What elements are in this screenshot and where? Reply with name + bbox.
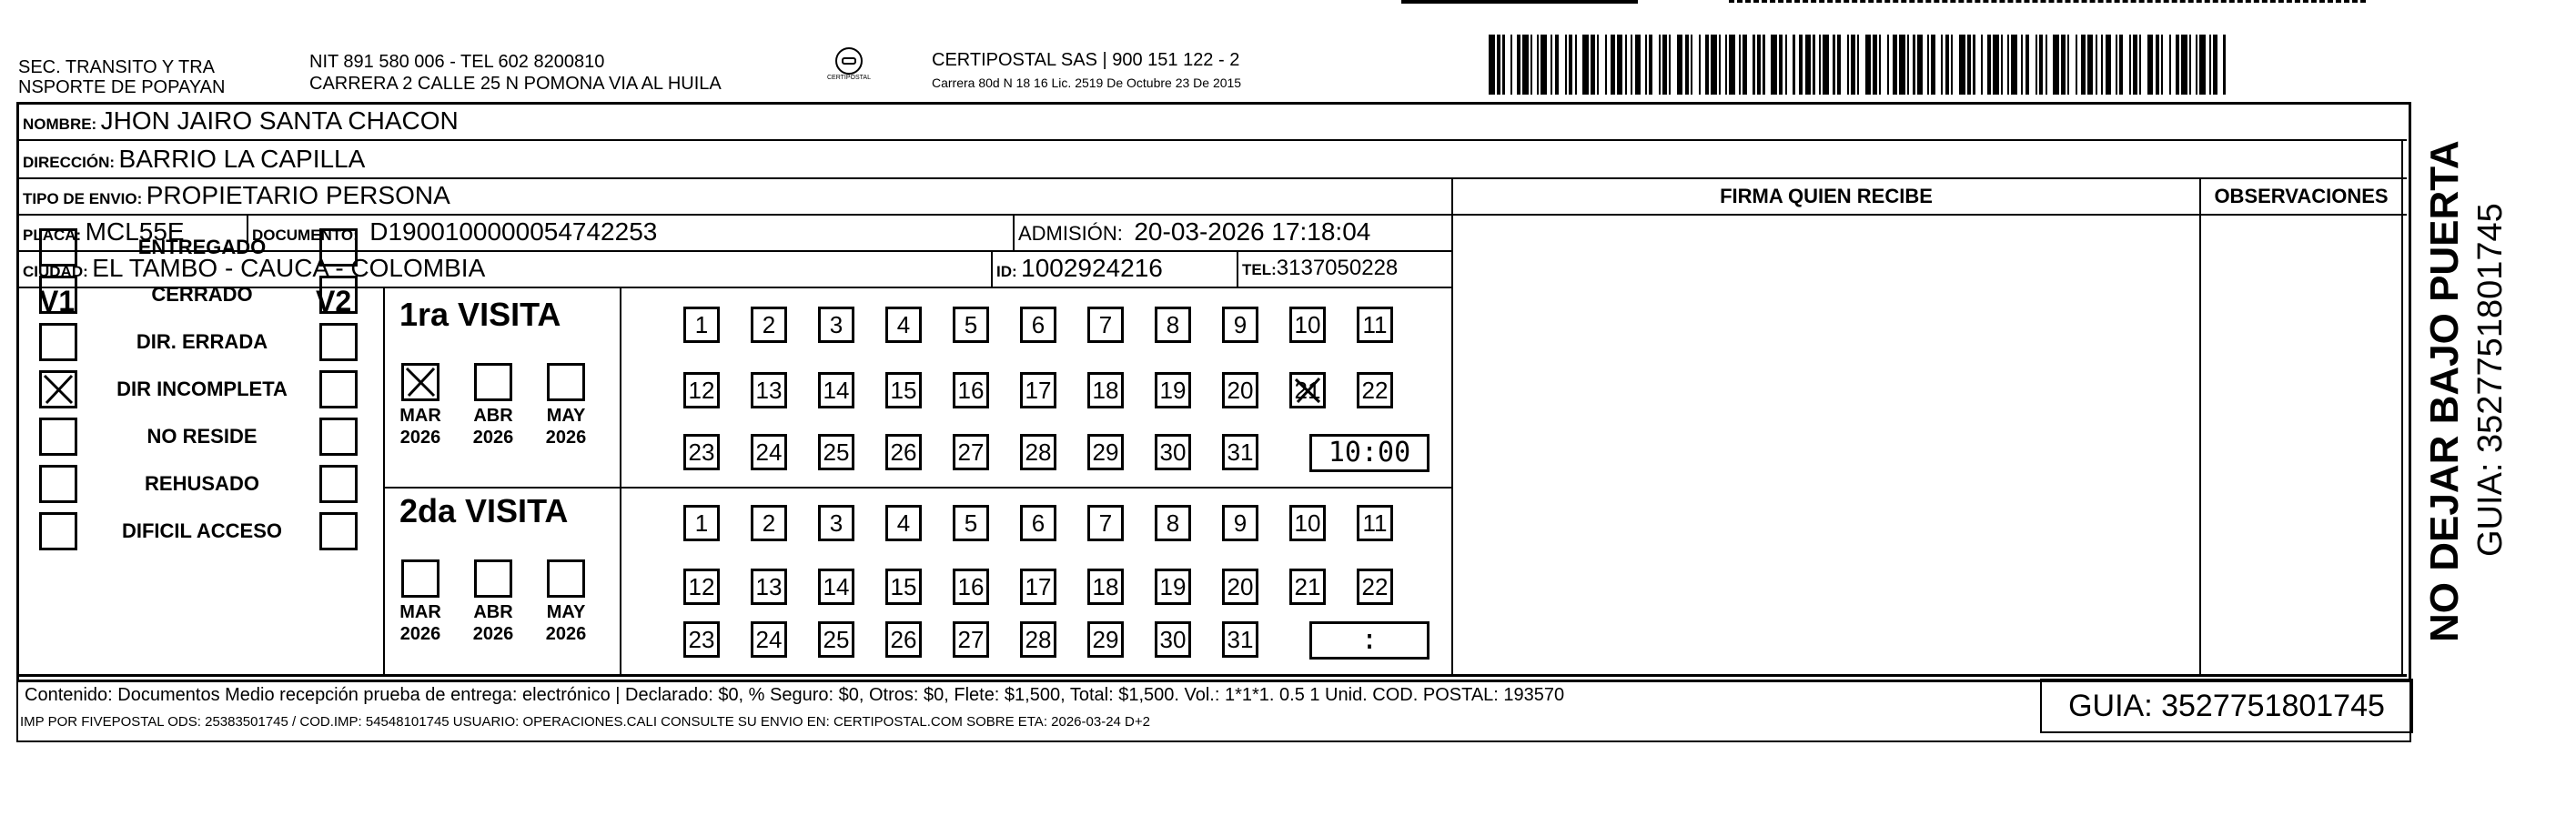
tel-cell xyxy=(1242,254,1398,286)
barcode-bar xyxy=(1517,35,1520,95)
day-box[interactable]: 22 xyxy=(1357,569,1393,605)
barcode-bar xyxy=(1611,35,1614,95)
barcode-bar xyxy=(1893,35,1896,95)
day-box[interactable]: 11 xyxy=(1357,307,1393,343)
day-box[interactable]: 1 xyxy=(683,307,720,343)
nit-line: NIT 891 580 006 - TEL 602 8200810 xyxy=(309,52,605,72)
barcode-bar xyxy=(1823,35,1829,95)
day-box[interactable]: 21 xyxy=(1289,372,1326,408)
barcode-bar xyxy=(1729,35,1735,95)
barcode-bar xyxy=(2087,35,2094,95)
barcode-bar xyxy=(2039,35,2043,95)
day-box[interactable]: 12 xyxy=(683,372,720,408)
barcode-bar xyxy=(1941,35,1943,95)
barcode-bar xyxy=(1967,35,1971,95)
month-label: ABR xyxy=(473,406,513,426)
barcode-bar xyxy=(1959,35,1965,95)
barcode-bar xyxy=(1582,35,1589,95)
direccion-label: DIRECCIÓN: xyxy=(23,154,116,171)
status-v2-checkbox[interactable] xyxy=(319,512,358,550)
barcode-bar xyxy=(1753,35,1754,95)
day-box[interactable]: 5 xyxy=(953,505,989,541)
day-box[interactable]: 7 xyxy=(1087,307,1124,343)
barcode-bar xyxy=(1981,35,1983,95)
barcode-bar xyxy=(1763,35,1764,95)
barcode-bar xyxy=(1837,35,1841,95)
day-box[interactable]: 22 xyxy=(1357,372,1393,408)
month-checkbox[interactable] xyxy=(547,559,585,598)
barcode-bar xyxy=(1739,35,1741,95)
barcode-bar xyxy=(2076,35,2077,95)
barcode-bar xyxy=(2223,35,2225,95)
status-label: CERRADO xyxy=(151,283,253,306)
day-box[interactable]: 26 xyxy=(885,621,922,658)
time-box[interactable]: 10:00 xyxy=(1309,434,1429,472)
barcode-bar xyxy=(1551,35,1552,95)
barcode-bar xyxy=(1851,35,1854,95)
day-box[interactable]: 20 xyxy=(1222,372,1258,408)
day-box[interactable]: 17 xyxy=(1020,569,1056,605)
placa-value: MCL55E xyxy=(85,217,185,246)
barcode-bar xyxy=(1945,35,1949,95)
barcode-bar xyxy=(1530,35,1532,95)
barcode-bar xyxy=(2106,35,2112,95)
day-box[interactable]: 4 xyxy=(885,307,922,343)
barcode-bar xyxy=(2133,35,2137,95)
day-box[interactable]: 7 xyxy=(1087,505,1124,541)
day-box[interactable]: 15 xyxy=(885,569,922,605)
observaciones-header: OBSERVACIONES xyxy=(2214,185,2389,207)
barcode-bar xyxy=(1497,35,1500,95)
side-guia: GUIA: 3527751801745 xyxy=(2471,203,2510,557)
direccion-row xyxy=(23,145,365,178)
top-edge-dashes xyxy=(1729,0,2366,5)
barcode-bar xyxy=(1857,35,1859,95)
barcode-bar xyxy=(1685,35,1689,95)
barcode-bar xyxy=(1819,35,1821,95)
status-v1-checkbox[interactable] xyxy=(39,323,77,361)
barcode-bar xyxy=(2119,35,2123,95)
documento-label: DOCUMENTO: xyxy=(252,227,359,244)
no-dejar-bajo-puerta: NO DEJAR BAJO PUERTA xyxy=(2422,140,2467,642)
day-box[interactable]: 16 xyxy=(953,372,989,408)
day-box[interactable]: 3 xyxy=(818,505,854,541)
day-box[interactable]: 12 xyxy=(683,569,720,605)
barcode-bar xyxy=(1913,35,1914,95)
day-box[interactable]: 9 xyxy=(1222,505,1258,541)
day-box[interactable]: 31 xyxy=(1222,434,1258,470)
day-box[interactable]: 31 xyxy=(1222,621,1258,658)
admision-cell xyxy=(1018,217,1370,251)
barcode-bar xyxy=(1887,35,1889,95)
barcode-bar xyxy=(2209,35,2211,95)
day-box[interactable]: 8 xyxy=(1155,505,1191,541)
barcode-bar xyxy=(1879,35,1881,95)
year-label: 2026 xyxy=(472,428,514,448)
contenido-line: Contenido: Documentos Medio recepción prueba de entrega: electrónico | Declarado: $0, % Seguro: $0, Otros: $0, Flete: $1,500, Total: $1,500. Vol.: 1*1*1. 0.5 1 Unid. COD. POSTAL: 193570 xyxy=(25,685,1565,705)
day-box[interactable]: 15 xyxy=(885,372,922,408)
month-label: MAY xyxy=(546,602,586,622)
day-box[interactable]: 1 xyxy=(683,505,720,541)
guide-form xyxy=(16,102,2411,705)
nombre-row xyxy=(23,106,459,140)
status-v1-checkbox[interactable] xyxy=(39,228,77,267)
month-label: MAR xyxy=(399,602,441,622)
barcode-bar xyxy=(2096,35,2097,95)
month-checkbox[interactable] xyxy=(547,363,585,401)
barcode-bar xyxy=(2011,35,2017,95)
barcode-bar xyxy=(1993,35,1999,95)
barcode-bar xyxy=(1522,35,1529,95)
barcode-bar xyxy=(1625,35,1627,95)
status-v2-checkbox[interactable] xyxy=(319,276,358,314)
barcode-bar xyxy=(1617,35,1623,95)
sender-address: CARRERA 2 CALLE 25 N POMONA VIA AL HUILA xyxy=(309,74,722,94)
day-box[interactable]: 9 xyxy=(1222,307,1258,343)
status-label: DIR. ERRADA xyxy=(136,330,268,353)
barcode-bar xyxy=(2169,35,2171,95)
day-box[interactable]: 8 xyxy=(1155,307,1191,343)
placa-label: PLACA: xyxy=(23,227,82,244)
admision-value: 20-03-2026 17:18:04 xyxy=(1134,217,1371,246)
barcode-bar xyxy=(2129,35,2131,95)
barcode-bar xyxy=(2139,35,2141,95)
barcode-bar xyxy=(1757,35,1761,95)
day-box[interactable]: 18 xyxy=(1087,569,1124,605)
month-checkbox[interactable] xyxy=(401,559,439,598)
day-box[interactable]: 16 xyxy=(953,569,989,605)
day-box[interactable]: 5 xyxy=(953,307,989,343)
year-label: 2026 xyxy=(545,624,587,644)
barcode-bar xyxy=(1645,35,1647,95)
barcode-bar xyxy=(1489,35,1495,95)
barcode-bar xyxy=(1865,35,1872,95)
barcode-bar xyxy=(1635,35,1642,95)
barcode-bar xyxy=(1537,35,1539,95)
barcode-bar xyxy=(1649,35,1652,95)
status-v2-checkbox[interactable] xyxy=(319,228,358,267)
barcode-bar xyxy=(2046,35,2047,95)
day-box[interactable]: 25 xyxy=(818,621,854,658)
barcode-bar xyxy=(1785,35,1787,95)
day-box[interactable]: 30 xyxy=(1155,434,1191,470)
admision-label: ADMISIÓN: xyxy=(1018,222,1123,245)
status-label: DIFICIL ACCESO xyxy=(121,519,282,542)
company-line: CERTIPOSTAL SAS | 900 151 122 - 2 xyxy=(932,50,1240,70)
barcode-bar xyxy=(1799,35,1803,95)
barcode-bar xyxy=(1805,35,1812,95)
barcode-bar xyxy=(1987,35,1991,95)
day-box[interactable]: 30 xyxy=(1155,621,1191,658)
status-v2-checkbox[interactable] xyxy=(319,323,358,361)
barcode-bar xyxy=(1719,35,1721,95)
barcode-bar xyxy=(2036,35,2037,95)
status-label: NO RESIDE xyxy=(146,425,258,448)
year-label: 2026 xyxy=(399,624,441,644)
barcode-bar xyxy=(1705,35,1709,95)
month-label: ABR xyxy=(473,602,513,622)
barcode-bar xyxy=(1793,35,1794,95)
barcode-bar xyxy=(1711,35,1717,95)
barcode-bar xyxy=(1541,35,1547,95)
barcode-bar xyxy=(2147,35,2154,95)
status-v2-checkbox[interactable] xyxy=(319,465,358,503)
day-box[interactable]: 14 xyxy=(818,372,854,408)
barcode-bar xyxy=(1662,35,1666,95)
barcode-bar xyxy=(2196,35,2197,95)
day-box[interactable]: 13 xyxy=(751,372,787,408)
barcode-bar xyxy=(1917,35,1924,95)
imp-line: IMP POR FIVEPOSTAL ODS: 25383501745 / COD.IMP: 54548101745 USUARIO: OPERACIONES.CALI CONSULTE SU ENVIO EN: CERTIPOSTAL.COM SOBRE ETA: 2026-03-24 D+2 xyxy=(20,714,1150,730)
day-box[interactable]: 27 xyxy=(953,621,989,658)
year-label: 2026 xyxy=(472,624,514,644)
day-box[interactable]: 13 xyxy=(751,569,787,605)
tel-label: TEL: xyxy=(1242,261,1277,278)
barcode-bar xyxy=(1565,35,1567,95)
day-box[interactable]: 14 xyxy=(818,569,854,605)
day-box[interactable]: 26 xyxy=(885,434,922,470)
day-box[interactable]: 18 xyxy=(1087,372,1124,408)
barcode-bar xyxy=(1677,35,1683,95)
status-v1-checkbox[interactable] xyxy=(39,276,77,314)
day-box[interactable]: 29 xyxy=(1087,434,1124,470)
barcode-bar xyxy=(2081,35,2085,95)
top-edge-mark xyxy=(1401,0,1638,4)
day-box[interactable]: 19 xyxy=(1155,569,1191,605)
barcode-bar xyxy=(1779,35,1783,95)
visit1-title: 1ra VISITA xyxy=(399,296,561,333)
visit2-title: 2da VISITA xyxy=(399,492,569,529)
nombre-label: NOMBRE: xyxy=(23,116,97,133)
day-box[interactable]: 19 xyxy=(1155,372,1191,408)
day-box[interactable]: 20 xyxy=(1222,569,1258,605)
day-box[interactable]: 2 xyxy=(751,307,787,343)
day-box[interactable]: 10 xyxy=(1289,307,1326,343)
barcode-bar xyxy=(2001,35,2003,95)
v2-header: V2 xyxy=(316,285,352,317)
day-box[interactable]: 23 xyxy=(683,434,720,470)
day-box[interactable]: 23 xyxy=(683,621,720,658)
documento-value: D1900100000054742253 xyxy=(369,217,658,246)
barcode-bar xyxy=(1555,35,1559,95)
barcode-bar xyxy=(2181,35,2187,95)
tipo-envio-label: TIPO DE ENVIO: xyxy=(23,190,143,207)
barcode-bar xyxy=(1510,35,1512,95)
tipo-envio-value: PROPIETARIO PERSONA xyxy=(146,181,450,209)
barcode-bar xyxy=(2101,35,2103,95)
documento-cell xyxy=(252,217,657,251)
day-box[interactable]: 27 xyxy=(953,434,989,470)
nombre-value: JHON JAIRO SANTA CHACON xyxy=(100,106,459,135)
barcode-bar xyxy=(1951,35,1953,95)
barcode-bar xyxy=(1502,35,1504,95)
logo-text: CERTIPOSTAL xyxy=(827,75,871,81)
day-box[interactable]: 10 xyxy=(1289,505,1326,541)
day-box[interactable]: 25 xyxy=(818,434,854,470)
sender-line1: SEC. TRANSITO Y TRA xyxy=(18,57,215,77)
barcode-bar xyxy=(2189,35,2191,95)
status-v2-checkbox[interactable] xyxy=(319,418,358,456)
barcode-bar xyxy=(2176,35,2179,95)
month-label: MAY xyxy=(546,406,586,426)
certipostal-logo xyxy=(817,47,881,81)
barcode-bar xyxy=(1659,35,1661,95)
day-box[interactable]: 28 xyxy=(1020,434,1056,470)
barcode-bar xyxy=(1725,35,1727,95)
day-box[interactable]: 2 xyxy=(751,505,787,541)
barcode-bar xyxy=(2061,35,2065,95)
barcode-bar xyxy=(1691,35,1692,95)
logo-icon xyxy=(835,47,863,75)
guia-footer: GUIA: 3527751801745 xyxy=(2040,679,2413,733)
barcode-bar xyxy=(2156,35,2159,95)
barcode-bar xyxy=(1631,35,1632,95)
tel-value: 3137050228 xyxy=(1276,256,1399,280)
status-v1-checkbox[interactable] xyxy=(39,370,77,408)
direccion-value: BARRIO LA CAPILLA xyxy=(118,145,366,173)
status-v2-checkbox[interactable] xyxy=(319,370,358,408)
day-box[interactable]: 28 xyxy=(1020,621,1056,658)
barcode-bar xyxy=(1973,35,1975,95)
id-label: ID: xyxy=(996,263,1017,280)
tipo-envio-row xyxy=(23,181,450,215)
barcode-bar xyxy=(1931,35,1935,95)
status-label: ENTREGADO xyxy=(137,236,267,258)
barcode xyxy=(1489,35,2226,95)
status-v1-checkbox[interactable] xyxy=(39,512,77,550)
day-box[interactable]: 3 xyxy=(818,307,854,343)
barcode-bar xyxy=(2199,35,2206,95)
barcode-bar xyxy=(1873,35,1876,95)
company-address: Carrera 80d N 18 16 Lic. 2519 De Octubre 23 De 2015 xyxy=(932,76,1242,90)
ciudad-label: CIUDAD: xyxy=(23,263,88,280)
day-box[interactable]: 24 xyxy=(751,621,787,658)
barcode-bar xyxy=(1597,35,1599,95)
barcode-bar xyxy=(1899,35,1905,95)
year-label: 2026 xyxy=(399,428,441,448)
status-label: REHUSADO xyxy=(145,472,259,495)
barcode-bar xyxy=(1833,35,1834,95)
barcode-bar xyxy=(2021,35,2023,95)
barcode-bar xyxy=(1605,35,1607,95)
barcode-bar xyxy=(1813,35,1814,95)
day-box[interactable]: 21 xyxy=(1289,569,1326,605)
month-checkbox[interactable] xyxy=(474,559,512,598)
barcode-bar xyxy=(1591,35,1594,95)
barcode-bar xyxy=(2053,35,2059,95)
day-box[interactable]: 24 xyxy=(751,434,787,470)
day-box[interactable]: 17 xyxy=(1020,372,1056,408)
month-label: MAR xyxy=(399,406,441,426)
day-box[interactable]: 29 xyxy=(1087,621,1124,658)
barcode-bar xyxy=(1569,35,1572,95)
status-v1-checkbox[interactable] xyxy=(39,465,77,503)
status-label: DIR INCOMPLETA xyxy=(116,378,288,400)
barcode-bar xyxy=(2007,35,2009,95)
day-box[interactable]: 6 xyxy=(1020,505,1056,541)
barcode-bar xyxy=(1771,35,1777,95)
barcode-bar xyxy=(1575,35,1577,95)
barcode-bar xyxy=(2161,35,2163,95)
barcode-bar xyxy=(2213,35,2217,95)
status-v1-checkbox[interactable] xyxy=(39,418,77,456)
day-box[interactable]: 11 xyxy=(1357,505,1393,541)
sender-line2: NSPORTE DE POPAYAN xyxy=(18,77,226,97)
barcode-bar xyxy=(2116,35,2117,95)
barcode-bar xyxy=(2067,35,2069,95)
barcode-bar xyxy=(1743,35,1746,95)
day-box[interactable]: 4 xyxy=(885,505,922,541)
barcode-bar xyxy=(1847,35,1849,95)
firma-header: FIRMA QUIEN RECIBE xyxy=(1720,185,1933,207)
month-checkbox[interactable] xyxy=(474,363,512,401)
barcode-bar xyxy=(1907,35,1909,95)
id-cell xyxy=(996,254,1163,287)
barcode-bar xyxy=(1669,35,1671,95)
time-box[interactable]: : xyxy=(1309,621,1429,660)
id-value: 1002924216 xyxy=(1021,254,1163,282)
ciudad-value: EL TAMBO - CAUCA - COLOMBIA xyxy=(92,254,486,282)
barcode-bar xyxy=(2025,35,2029,95)
v1-header: V1 xyxy=(39,285,76,317)
month-checkbox[interactable] xyxy=(401,363,439,401)
barcode-bar xyxy=(1699,35,1701,95)
day-box[interactable]: 6 xyxy=(1020,307,1056,343)
barcode-bar xyxy=(1927,35,1929,95)
year-label: 2026 xyxy=(545,428,587,448)
